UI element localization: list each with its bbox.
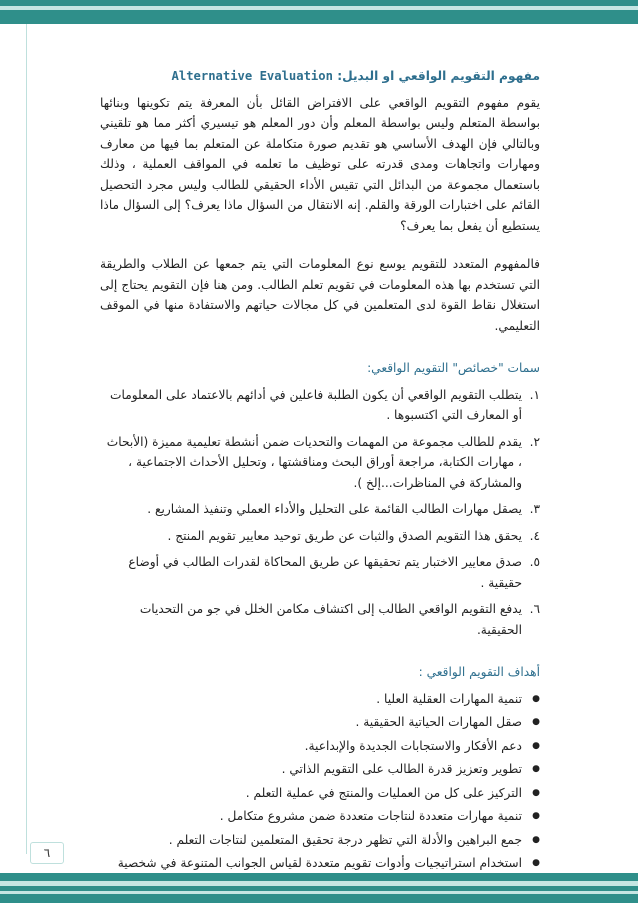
list-item: ● تطوير وتعزيز قدرة الطالب على التقويم الذاتي . <box>100 759 522 780</box>
intro-paragraph: يقوم مفهوم التقويم الواقعي على الافتراض القائل بأن المعرفة يتم تكوينها وبنائها بواسطة المتعلم وليس بواسطة المعلم وأن دور المعلم هو تيسيري أكثر مما هو تلقيني وبالتالي فإن الهدف الأساسي هو تقديم صورة متكاملة عن المتعلم بما فيها من معارف ومهارات واتجاهات ومدى قدرته على توظيف ما تعلمه في المواقف العملية ، وذلك باستعمال مجموعة من البدائل التي تقيس الأداء الحقيقي للطالب وليس مجرد التحصيل القائم على اختبارات الورقة والقلم. إنه الانتقال من السؤال ماذا يعرف؟ إلى السؤال ماذا يستطيع أن يفعل بما يعرف؟ <box>100 95 540 233</box>
list-item: ● جمع البراهين والأدلة التي تظهر درجة تحقيق المتعلمين لنتاجات التعلم . <box>100 830 522 851</box>
list-item: ● دعم الأفكار والاستجابات الجديدة والإبداعية. <box>100 736 522 757</box>
page-title <box>100 66 540 87</box>
goals-heading: أهداف التقويم الواقعي : <box>418 665 540 679</box>
list-item: ● صقل المهارات الحياتية الحقيقية . <box>100 712 522 733</box>
bottom-decorative-band <box>0 873 638 903</box>
list-item: ٥. صدق معايير الاختبار يتم تحقيقها عن طريق المحاكاة لقدرات الطالب في أوضاع حقيقية . <box>128 555 540 590</box>
page-number: ٦ <box>30 842 64 864</box>
list-item: ٤. يحقق هذا التقويم الصدق والثبات عن طريق توحيد معايير تقويم المنتج . <box>167 528 540 543</box>
top-decorative-band <box>0 0 638 24</box>
second-paragraph: فالمفهوم المتعدد للتقويم يوسع نوع المعلومات التي يتم جمعها عن الطلاب والطريقة التي تستخدم بها هذه المعلومات في تقويم تعلم الطالب. ومن هنا فإن التقويم يحتاج إلى استغلال نقاط القوة لدى المتعلمين في كل مجالات حياتهم والاستفادة منها في الموقف التعليمي. <box>100 257 540 333</box>
list-item: ٢. يقدم للطالب مجموعة من المهمات والتحديات ضمن أنشطة تعليمية مميزة (الأبحاث ، مهارات الكتابة، مراجعة أوراق البحث ومناقشتها ، وتحليل الأحداث الاجتماعية ، والمشاركة في المناظرات...إلخ ). <box>106 434 540 490</box>
list-item: ● استخدام استراتيجيات وأدوات تقويم متعددة لقياس الجوانب المتنوعة في شخصية <box>100 853 522 894</box>
list-item: ● تنمية مهارات متعددة لنتاجات متعددة ضمن مشروع متكامل . <box>100 806 522 827</box>
page-content <box>100 66 540 897</box>
features-list <box>100 385 540 641</box>
list-item: ● التركيز على كل من العمليات والمنتج في عملية التعلم . <box>100 783 522 804</box>
title-english: Alternative Evaluation <box>171 69 333 83</box>
list-item: ٦. يدفع التقويم الواقعي الطالب إلى اكتشاف مكامن الخلل في جو من التحديات الحقيقية. <box>139 602 540 637</box>
margin-rule <box>26 24 27 854</box>
features-heading: سمات "خصائص" التقويم الواقعي: <box>367 361 540 375</box>
list-item: ● تنمية المهارات العقلية العليا . <box>100 689 522 710</box>
goals-list <box>100 689 540 895</box>
list-item: ٣. يصقل مهارات الطالب القائمة على التحليل والأداء العملي وتنفيذ المشاريع . <box>147 502 540 516</box>
title-arabic: مفهوم التقويم الواقعي او البديل: <box>337 69 540 83</box>
list-item: ١. يتطلب التقويم الواقعي أن يكون الطلبة فاعلين في أدائهم بالاعتماد على المعلومات أو المعارف التي اكتسبوها . <box>110 387 540 422</box>
